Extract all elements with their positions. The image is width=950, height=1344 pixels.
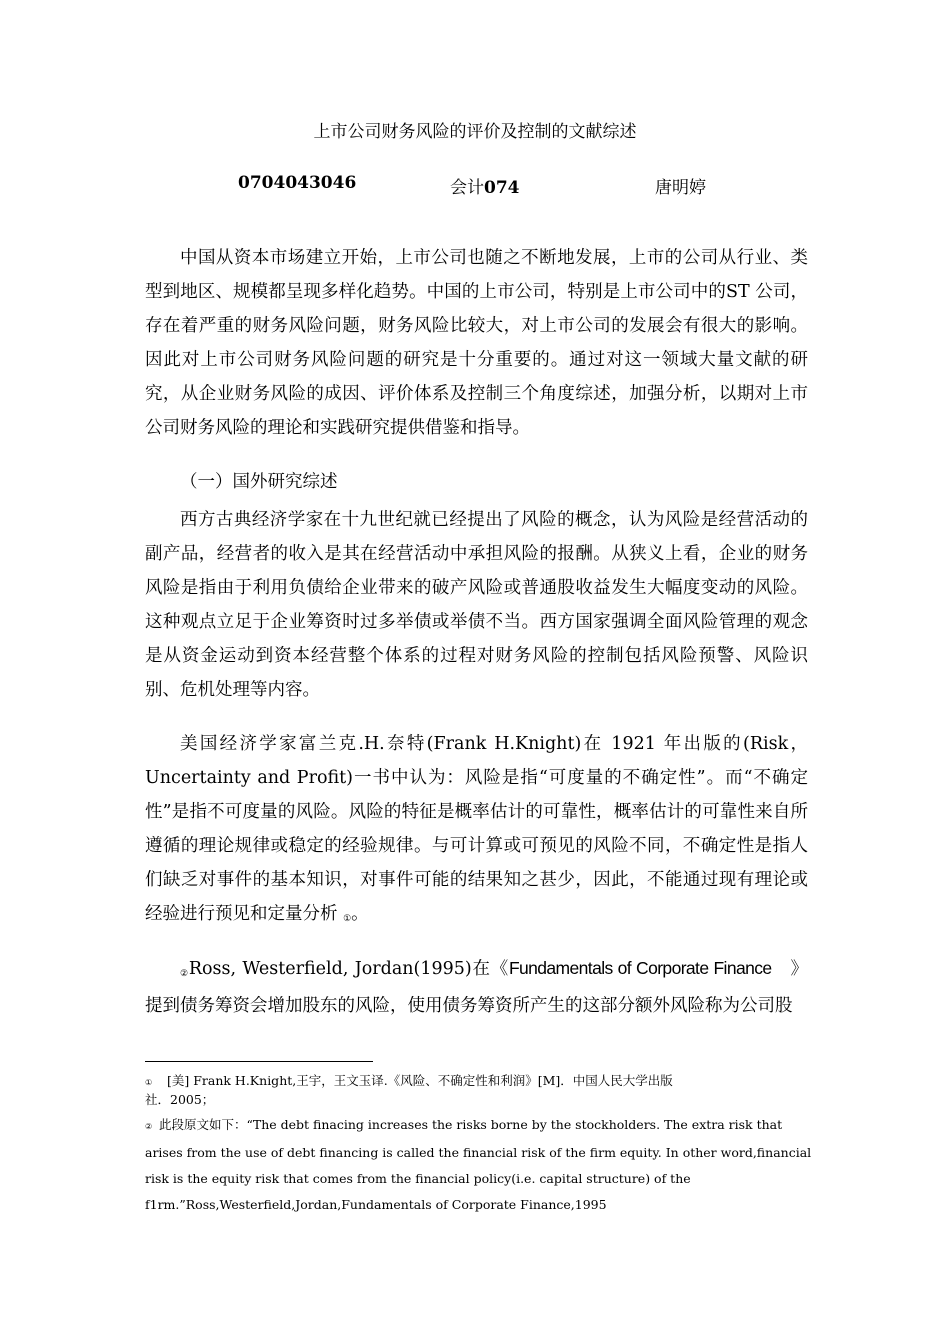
knight-paragraph: [145, 727, 808, 934]
knight-paragraph-text: 美国经济学家富兰克.H.奈特(Frank H.Knight)在 1921 年出版的(Risk，Uncertainty and Profit)一书中认为：风险是指“可度量的不确定性”。而“不确定性”是指不可度量的风险。风险的特征是概率估计的可靠性，概率估计的可靠性来自所遵循的理论规律或稳定的经验规律。与可计算或可预见的风险不同，不确定性是指人们缺乏对事件的基本知识，对事件可能的结果知之甚少，因此，不能通过现有理论或经验进行预见和定量分析: [145, 734, 808, 924]
section-heading: （一）国外研究综述: [180, 472, 338, 492]
footnote-ref-1[interactable]: ①: [343, 914, 352, 924]
ross-paragraph: [145, 951, 808, 1023]
class-prefix: 会计: [450, 178, 484, 198]
class-number: 074: [484, 178, 520, 198]
ross-paragraph-block: [145, 951, 808, 1023]
book-title: Fundamentals of Corporate Finance: [508, 958, 772, 978]
knight-paragraph-block: [145, 727, 808, 934]
footnote-1-text: [美] Frank H.Knight,王宇，王文玉译.《风险、不确定性和利润》[M]．中国人民大学出版社．2005；: [145, 1073, 673, 1107]
intro-paragraph-block: [145, 241, 808, 445]
footnote-1-mark: ①: [145, 1078, 153, 1087]
document-title: 上市公司财务风险的评价及控制的文献综述: [313, 122, 637, 142]
footnote-1: [145, 1072, 685, 1108]
footnote-2-mark: ②: [145, 1122, 153, 1131]
western-paragraph: 西方古典经济学家在十九世纪就已经提出了风险的概念，认为风险是经营活动的副产品，经营者的收入是其在经营活动中承担风险的报酬。从狭义上看，企业的财务风险是指由于利用负债给企业带来的破产风险或普通股收益发生大幅度变动的风险。这种观点立足于企业筹资时过多举债或举债不当。西方国家强调全面风险管理的观念是从资金运动到资本经营整个体系的过程对财务风险的控制包括风险预警、风险识别、危机处理等内容。: [145, 510, 808, 700]
ross-paragraph-rest: 》提到债务筹资会增加股东的风险，使用债务筹资所产生的这部分额外风险称为公司股: [145, 959, 808, 1016]
footnotes: [145, 1072, 815, 1218]
section-heading-block: [145, 465, 808, 499]
author-name: 唐明婷: [655, 178, 706, 198]
knight-paragraph-end: 。: [351, 904, 369, 924]
intro-paragraph: 中国从资本市场建立开始，上市公司也随之不断地发展，上市的公司从行业、类型到地区、规模都呈现多样化趋势。中国的上市公司，特别是上市公司中的ST 公司，存在着严重的财务风险问题，财务风险比较大，对上市公司的发展会有很大的影响。因此对上市公司财务风险问题的研究是十分重要的。通过对这一领域大量文献的研究，从企业财务风险的成因、评价体系及控制三个角度综述，加强分析，以期对上市公司财务风险的理论和实践研究提供借鉴和指导。: [145, 248, 808, 438]
student-id: 0704043046: [238, 173, 357, 193]
footnote-separator: [145, 1061, 373, 1062]
western-paragraph-block: [145, 503, 808, 707]
footnote-2: [145, 1112, 815, 1218]
class-label: [450, 173, 520, 198]
footnote-2-text: 此段原文如下：“The debt finacing increases the risks borne by the stockholders. The extra risk that arises from the use of debt financing is called the financial risk of the firm equity. In other word,financial risk is the equity risk that comes from the financial policy(i.e. capital structure) of the f1rm.”Ross,Westerfield,Jordan,Fundamentals of Corporate Finance,1995: [145, 1117, 812, 1212]
ross-paragraph-start: Ross, Westerfield, Jordan(1995)在《: [188, 959, 509, 979]
footnote-ref-2[interactable]: ②: [180, 969, 189, 979]
